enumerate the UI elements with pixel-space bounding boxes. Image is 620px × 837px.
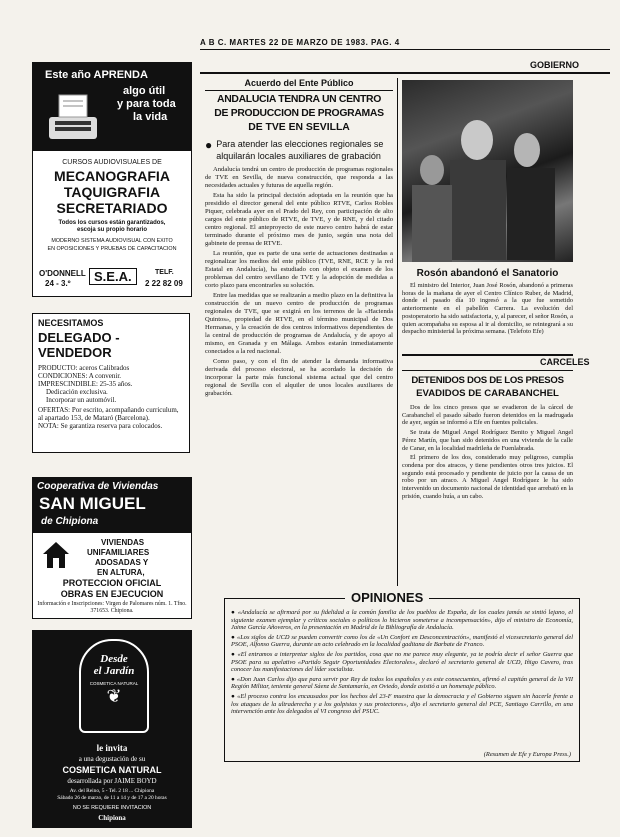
ad-jardin-address: Av. del Reino, 5 - Tel. 2 18 ... Chipiona — [69, 788, 155, 794]
section-carceles: CARCELES — [540, 357, 590, 367]
roson-headline: Rosón abandonó el Sanatorio — [416, 268, 559, 279]
tve-p5: Como paso, y con el fin de atender la demanda informativa derivada del proceso electoral, se ha acordado la decisión de incorporar la parte más funcional sistema actual que del centro regional de Sevilla con el alquiler de unos locales auxiliares de grabación. — [205, 358, 393, 397]
tve-bullet: Para atender las elecciones regionales se alquilarán locales auxiliares de grabación — [216, 139, 384, 161]
tve-kicker-rule — [205, 90, 393, 91]
ad-delegado-title1: NECESITAMOS — [38, 318, 104, 328]
ad-jardin — [32, 630, 192, 828]
typewriter-icon — [43, 87, 103, 145]
ad-sanmiguel-coop: Cooperativa de Viviendas — [37, 481, 159, 492]
ad-sanmiguel-info: Información e Inscripciones: Virgen de Palomares núm. 1. Tfno. 371653. Chipiona. — [37, 601, 187, 614]
presos-p3: El primero de los dos, considerado muy peligroso, cumplía condena por dos atracos, y tiene pendientes otros tres juicios. El segundo está procesado y pendiente de juicio por la causa de un robo por un atraco. A Miguel Angel Rodríguez le ha sido intervenido un documento nacional de identidad que arrebató en la prisión, cuando huía, a un cabo. — [402, 454, 573, 500]
ad-aprenda-phone-label: TELF. — [155, 269, 174, 276]
ad-jardin-logo2: el Jardín — [93, 665, 135, 677]
ad-sanmiguel-name: SAN MIGUEL — [39, 494, 146, 513]
ad-aprenda-line2: algo útil — [123, 85, 166, 97]
tve-p2: Esta ha sido la principal decisión adoptada en la reunión que ha presidido el director general del ente público RTVE, Carlos Robles Piquer, celebrada ayer en el Prado del Rey, con participación de alto cargos del ente público de RTVE, de TVE, y de RNE, y del citado centro regional. El anteproyecto de este nuevo centro habrá de estar terminado durante el próximo mes de junio, según una nota del gabinete de prensa de RTVE. — [205, 192, 393, 247]
ad-aprenda-guarantee2: escoja su propio horario — [76, 227, 147, 234]
article-roson — [402, 268, 573, 336]
ad-delegado — [32, 313, 190, 453]
roson-body: El ministro del Interior, Juan José Rosón, abandonó a primeras horas de la mañana de ayer el Centro Clínico Ruber, de Madrid, donde el pasado día 10 ingresó a la que fue sometido anteriormente en el pabellón Carrera. La evolución del postoperatorio ha sido satisfactoria, y, al parecer, el señor Rosón, a quien acompañaba su esposa al ir al domicilio, se reintegrará a su despacho ministerial la próxima semana. (Telefoto Efe) — [402, 282, 573, 336]
opiniones-box — [224, 590, 580, 762]
ad-aprenda-courses: CURSOS AUDIOVISUALES DE — [62, 159, 162, 166]
presos-headline2: EVADIDOS DE CARABANCHEL — [416, 388, 559, 399]
opinion-item: ● «Andalucía se afirmará por su fidelidad a la común familia de los pueblos de España, de los cuales jamás se sintió lejano, el siguiente examen ejemplar y críticos sociales o políticos lo hicieron someterse a incompensación», dijo el ministro de Economía, Jaime García Añoveros, en la presentación en Madrid de la Bibliografía de Andalucía. — [231, 609, 573, 632]
bullet-icon: ● — [231, 675, 237, 683]
roson-photo — [402, 80, 573, 262]
house-icon — [41, 540, 71, 570]
article-presos — [402, 370, 573, 502]
ad-delegado-conditions: CONDICIONES: A convenir. — [38, 372, 122, 380]
tve-p4: Entre las medidas que se realizarán a medio plazo en la definitiva la construcción de un nuevo centro de producción de programas regionales de TVE, que se exigirá en los terrenos de la «Hacienda Quintos», propiedad de RTVE, en el término municipal de Dos Hermanas, y la creación de dos centros informativos dependientes de la central de producción de programas de Andalucía, y de apoyo al mismo, en Granada y en Málaga. Ambos estarán inmediatamente conectados a la red nacional. — [205, 292, 393, 355]
ad-jardin-logo1: Desde — [100, 653, 128, 665]
opiniones-list — [231, 609, 573, 716]
ad-aprenda-subject2: TAQUIGRAFIA — [63, 184, 161, 200]
opiniones-title: OPINIONES — [345, 590, 429, 605]
ad-sanmiguel — [32, 477, 192, 619]
ad-jardin-logo — [79, 639, 149, 733]
opiniones-credit: (Resumen de Efe y Europa Press.) — [483, 751, 571, 758]
bullet-icon: ● — [231, 633, 237, 641]
ad-aprenda-line3: y para toda — [117, 98, 176, 110]
opinion-item: ● «Don Juan Carlos dijo que para servir por Rey de todos los españoles y es este consecuentes, afirmó el capitán general de la VII Región Militar, teniente general Sáenz de Santamaría, en Oviedo, donde asistió a un homenaje público. — [231, 675, 573, 691]
ad-aprenda-subject3: SECRETARIADO — [56, 200, 168, 216]
ad-sanmiguel-l1: VIVIENDAS — [101, 538, 145, 547]
header-rule — [200, 49, 610, 50]
ad-jardin-invite2: a una degustación de su — [78, 755, 146, 763]
bullet-icon: ● — [231, 692, 238, 700]
ad-aprenda-subject1: MECANOGRAFIA — [54, 168, 170, 184]
ad-delegado-title2: DELEGADO - VENDEDOR — [38, 330, 120, 360]
ad-aprenda-line1: Este año APRENDA — [45, 69, 148, 81]
tve-p1: Andalucía tendrá un centro de producción de programas regionales de TVE en Sevilla, de nueva construcción, que responda a las necesidades actuales y futuras de aquella región. — [205, 166, 393, 189]
ad-sanmiguel-l5: PROTECCION OFICIAL — [62, 578, 162, 588]
ad-aprenda-brand: S.E.A. — [89, 268, 137, 285]
ad-jardin-developed: desarrollada por JAIME BOYD — [67, 777, 157, 785]
ad-delegado-offers: OFERTAS: Por escrito, acompañando curriculum, al apartado 153, de Mataró (Barcelona). — [38, 406, 179, 422]
ad-sanmiguel-place: de Chipiona — [41, 516, 99, 527]
tve-headline3: DE TVE EN SEVILLA — [248, 122, 350, 133]
ad-delegado-note: NOTA: Se garantiza reserva para colocados. — [38, 422, 163, 430]
ad-sanmiguel-banner — [33, 478, 191, 533]
article-tve — [205, 78, 393, 400]
bullet-icon: ● — [205, 138, 213, 152]
ad-delegado-car: Incorporar un automóvil. — [46, 396, 117, 404]
ad-jardin-product: COSMETICA NATURAL — [62, 765, 162, 775]
ad-jardin-invite: le invita — [96, 743, 128, 753]
carceles-rule — [402, 354, 573, 356]
ad-aprenda-system2: EN OPOSICIONES Y PRUEBAS DE CAPACITACION — [47, 245, 177, 252]
section-gobierno: GOBIERNO — [530, 60, 580, 70]
ad-aprenda-guarantee1: Todos los cursos están garantizados, — [58, 220, 166, 226]
tve-headline1: ANDALUCIA TENDRA UN CENTRO — [216, 94, 382, 105]
bullet-icon: ● — [231, 609, 238, 616]
ad-delegado-products: PRODUCTO: aceros Calibrados — [38, 364, 130, 372]
presos-p1: Dos de los cinco presos que se evadieron de la cárcel de Carabanchel el pasado sábado fueron detenidos en la madrugada de ayer, según se informó a Efe en fuentes policiales. — [402, 404, 573, 427]
ad-jardin-hours: Sábado 26 de marzo, de 11 a 14 y de 17 a 20 horas — [57, 795, 167, 801]
ad-sanmiguel-l2: UNIFAMILIARES — [87, 548, 150, 557]
ad-aprenda-address2: 24 - 3.º — [45, 279, 71, 288]
tve-p3: La reunión, que es parte de una serie de actuaciones destinadas a regionalizar los medios del ente público (TVE, RNE, RCE y la red Estatal en Andalucía), ha estudiado con objeto el examen de los problemas del centro sevillano de TVE y la adopción de medidas a corto plazo para encontrarles su solución. — [205, 250, 393, 289]
ad-aprenda-address1: O'DONNELL — [39, 269, 86, 278]
ad-aprenda-line4: la vida — [133, 111, 168, 123]
ad-delegado-requirements: IMPRESCINDIBLE: 25-35 años. — [38, 380, 133, 388]
page-header: A B C. MARTES 22 DE MARZO DE 1983. PAG. 4 — [200, 38, 400, 47]
presos-p2: Se trata de Miguel Angel Rodríguez Benito y Miguel Angel Pérez Martín, que han sido detenidos en una vivienda de la calle de Canar, en la localidad madrileña de Fuenlabrada. — [402, 429, 573, 452]
photo-figures — [402, 80, 573, 262]
ad-sanmiguel-l4: EN ALTURA, — [97, 568, 145, 577]
opinion-item: ● «Los siglos de UCD se pueden convertir como los de «Un Confort en Desconcentración», manifestó el vicesecretario general del PSOE, Alfonso Guerra, durante un acto celebrado en la localidad gaditana de Barbate de Franco. — [231, 633, 573, 649]
opinion-item: ● «El proceso contra los encausados por los hechos del 23-F muestra que la democracia y el Gobierno siguen sin hacerle frente a los ataques de la ultraderecha y a los golpistas y sus protectores», dijo el secretario general del PCE, Santiago Carrillo, en una intervención ante los delegados al VI congreso del PSUC. — [231, 692, 573, 716]
ad-aprenda — [32, 62, 192, 297]
ad-jardin-town: Chipiona — [98, 814, 126, 822]
ad-sanmiguel-l3: ADOSADAS Y — [95, 558, 149, 567]
opinion-item: ● «El entramos a interpretar siglos de los partidos, cosa que no me parece muy elegante, ya te podría decir el señor Guerra que PSOE para su apelativo «Partido Seguir Oportunidades Electorales», declaró el secretario general de UCD, Iñigo Cavero, tras conocer las manifestaciones del líder socialista. — [231, 650, 573, 674]
presos-top-rule — [402, 370, 573, 371]
tve-bullet-row — [205, 139, 393, 162]
ad-jardin-logo3: COSMETICA NATURAL — [89, 681, 139, 686]
bullet-icon: ● — [231, 650, 238, 658]
ad-sanmiguel-l6: OBRAS EN EJECUCION — [60, 589, 164, 599]
ad-aprenda-phone: 2 22 82 09 — [145, 279, 183, 288]
presos-body — [402, 404, 573, 500]
tve-headline2: DE PRODUCCION DE PROGRAMAS — [214, 108, 384, 119]
leaf-icon: ❦ — [106, 686, 122, 706]
ad-aprenda-banner — [33, 63, 191, 151]
ad-aprenda-system1: MODERNO SISTEMA AUDIOVISUAL CON EXITO — [51, 238, 173, 245]
gobierno-rule — [200, 72, 610, 74]
tve-kicker: Acuerdo del Ente Público — [244, 78, 354, 88]
presos-headline1: DETENIDOS DOS DE LOS PRESOS — [411, 375, 564, 386]
tve-body — [205, 166, 393, 398]
ad-jardin-no-invite: NO SE REQUIERE INVITACION — [72, 805, 152, 811]
ad-delegado-dedication: Dedicación exclusiva. — [46, 388, 108, 396]
column-divider — [397, 78, 398, 586]
